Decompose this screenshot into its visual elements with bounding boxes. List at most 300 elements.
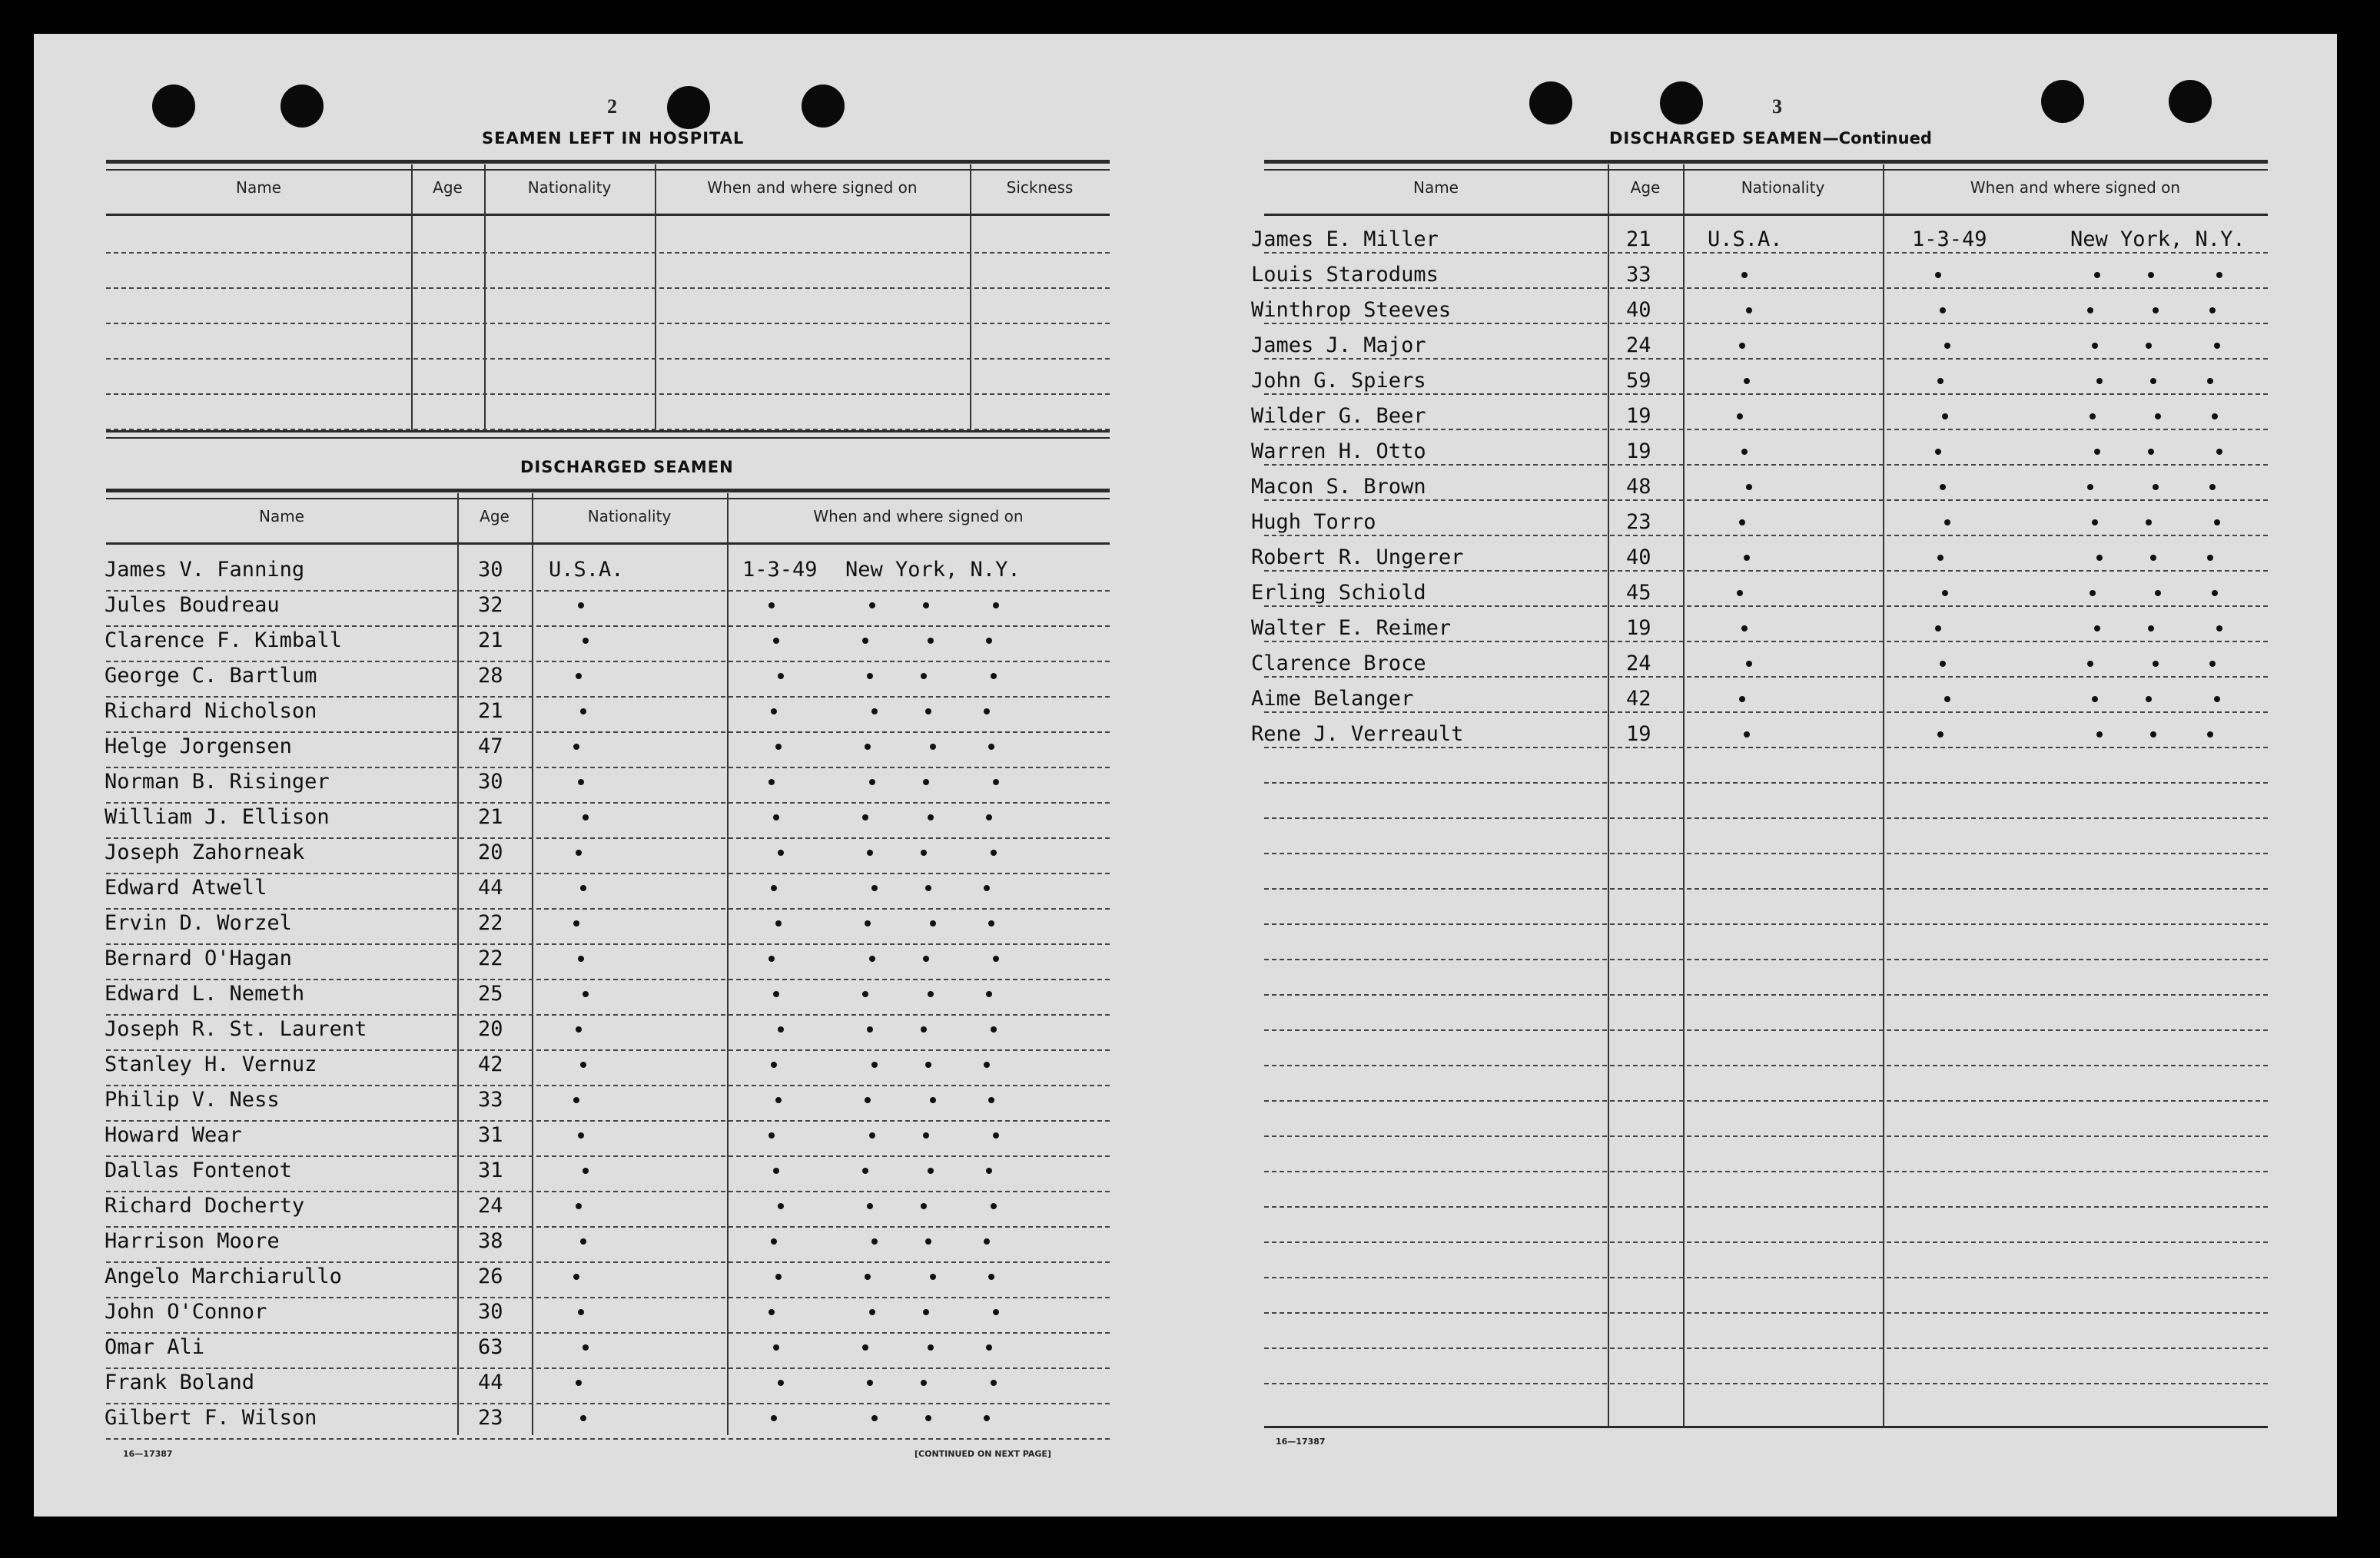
ditto-mark	[1937, 731, 1944, 738]
row-line	[1264, 1277, 2268, 1278]
ditto-mark	[991, 1380, 997, 1386]
ditto-mark	[988, 1097, 994, 1103]
ditto-mark	[771, 885, 777, 891]
ditto-mark	[930, 744, 936, 750]
ditto-mark	[928, 638, 934, 644]
signed-on-date: 1-3-49	[1912, 227, 1987, 251]
seaman-age: 59	[1626, 369, 1651, 393]
ditto-mark	[986, 1168, 992, 1174]
seaman-age: 24	[478, 1194, 503, 1218]
nationality-value: U.S.A.	[1708, 227, 1783, 251]
row-line	[106, 837, 1110, 839]
ditto-mark	[578, 1309, 584, 1315]
ditto-mark	[986, 1344, 992, 1351]
ditto-mark	[578, 956, 584, 962]
punch-hole	[802, 85, 845, 128]
ditto-mark	[993, 1309, 999, 1315]
ditto-mark	[862, 1168, 868, 1174]
row-line	[106, 252, 1110, 254]
ditto-mark	[984, 885, 990, 891]
form-number-right: 16—17387	[1276, 1437, 1326, 1447]
row-line	[1264, 605, 2268, 607]
row-line	[106, 1120, 1110, 1122]
ditto-mark	[2207, 555, 2213, 561]
seaman-age: 19	[1626, 404, 1651, 428]
row-line	[1264, 817, 2268, 819]
row-line	[1264, 1348, 2268, 1349]
hospital-top-rule	[106, 160, 1110, 164]
row-line	[1264, 888, 2268, 890]
seaman-name: Macon S. Brown	[1251, 475, 1426, 499]
ditto-mark	[991, 673, 997, 679]
ditto-mark	[578, 779, 584, 785]
row-line	[1264, 252, 2268, 254]
ditto-mark	[2148, 272, 2154, 278]
row-line	[106, 731, 1110, 733]
seaman-age: 30	[478, 770, 503, 794]
row-line	[106, 1014, 1110, 1016]
seaman-age: 19	[1626, 439, 1651, 463]
ditto-mark	[778, 1026, 784, 1033]
ditto-mark	[2092, 696, 2098, 702]
table-header-cell: Age	[480, 507, 510, 525]
seaman-name: Clarence Broce	[1251, 651, 1426, 675]
ditto-mark	[988, 920, 994, 927]
ditto-mark	[2092, 519, 2098, 525]
ditto-mark	[1937, 555, 1944, 561]
ditto-mark	[580, 1062, 586, 1068]
seaman-age: 33	[1626, 263, 1651, 287]
row-line	[106, 1367, 1110, 1369]
seaman-age: 48	[1626, 475, 1651, 499]
ditto-mark	[862, 1344, 868, 1351]
punch-hole	[2041, 80, 2084, 123]
ditto-mark	[871, 885, 878, 891]
seaman-name: John O'Connor	[105, 1300, 267, 1324]
ditto-mark	[930, 1097, 936, 1103]
seaman-name: James E. Miller	[1251, 227, 1439, 251]
ditto-mark	[2209, 307, 2216, 313]
column-divider	[1883, 164, 1884, 1426]
table-header-cell: Name	[258, 507, 304, 525]
ditto-mark	[578, 1132, 584, 1139]
ditto-mark	[778, 850, 784, 856]
ditto-mark	[925, 1062, 931, 1068]
ditto-mark	[771, 1238, 777, 1245]
ditto-mark	[580, 885, 586, 891]
seaman-name: Gilbert F. Wilson	[105, 1406, 317, 1430]
seaman-age: 24	[1626, 333, 1651, 357]
column-divider	[532, 493, 533, 1435]
seaman-name: Clarence F. Kimball	[105, 628, 342, 652]
ditto-mark	[871, 1238, 878, 1245]
ditto-mark	[580, 1238, 586, 1245]
ditto-mark	[1944, 696, 1950, 702]
ditto-mark	[923, 1309, 929, 1315]
ditto-mark	[869, 1132, 875, 1139]
ditto-mark	[775, 1097, 782, 1103]
row-line	[106, 1261, 1110, 1263]
seaman-name: Helge Jorgensen	[105, 734, 292, 758]
seaman-age: 33	[478, 1088, 503, 1112]
row-line	[106, 767, 1110, 768]
ditto-mark	[771, 1415, 777, 1421]
row-line	[1264, 1241, 2268, 1243]
ditto-mark	[2207, 378, 2213, 384]
ditto-mark	[2096, 731, 2103, 738]
seaman-age: 40	[1626, 545, 1651, 569]
row-line	[106, 943, 1110, 945]
hospital-header-cell: Nationality	[527, 178, 612, 197]
seaman-age: 21	[478, 628, 503, 652]
row-line	[1264, 358, 2268, 360]
row-line	[106, 1049, 1110, 1051]
ditto-mark	[865, 744, 871, 750]
seaman-age: 24	[1626, 651, 1651, 675]
hospital-bottom-rule	[106, 430, 1110, 433]
ditto-mark	[1940, 661, 1946, 667]
seaman-name: Winthrop Steeves	[1251, 298, 1452, 322]
row-line	[106, 323, 1110, 324]
row-line	[1264, 676, 2268, 678]
ditto-mark	[768, 956, 775, 962]
row-line	[1264, 464, 2268, 466]
ditto-mark	[1746, 484, 1752, 490]
seaman-name: George C. Bartlum	[105, 664, 317, 688]
ditto-mark	[925, 1415, 931, 1421]
ditto-mark	[2150, 378, 2156, 384]
ditto-mark	[988, 744, 994, 750]
seaman-name: Erling Schiold	[1251, 581, 1426, 605]
ditto-mark	[869, 602, 875, 608]
seaman-name: William J. Ellison	[105, 805, 330, 829]
ditto-mark	[578, 602, 584, 608]
row-line	[106, 1226, 1110, 1228]
ditto-mark	[930, 920, 936, 927]
hospital-header-rule	[106, 214, 1110, 216]
ditto-mark	[580, 1415, 586, 1421]
discharged-continued-title-main: DISCHARGED SEAMEN	[1609, 129, 1823, 148]
ditto-mark	[993, 956, 999, 962]
table-header-cell: When and where signed on	[813, 507, 1024, 525]
ditto-mark	[988, 1274, 994, 1280]
ditto-mark	[865, 1274, 871, 1280]
ditto-mark	[1937, 378, 1944, 384]
ditto-mark	[2150, 555, 2156, 561]
ditto-mark	[2087, 307, 2093, 313]
row-line	[106, 908, 1110, 910]
ditto-mark	[773, 638, 779, 644]
row-line	[1264, 853, 2268, 854]
ditto-mark	[1746, 307, 1752, 313]
ditto-mark	[867, 673, 873, 679]
ditto-mark	[576, 1026, 582, 1033]
seaman-name: Omar Ali	[105, 1335, 205, 1359]
ditto-mark	[583, 991, 589, 997]
ditto-mark	[925, 885, 931, 891]
ditto-mark	[923, 1132, 929, 1139]
row-line	[106, 625, 1110, 627]
ditto-mark	[1942, 590, 1948, 596]
ditto-mark	[2146, 519, 2152, 525]
ditto-mark	[925, 1238, 931, 1245]
ditto-mark	[928, 1168, 934, 1174]
ditto-mark	[991, 1026, 997, 1033]
seaman-name: Stanley H. Vernuz	[105, 1052, 317, 1076]
seaman-name: Richard Nicholson	[105, 699, 317, 723]
ditto-mark	[1935, 272, 1941, 278]
ditto-mark	[576, 1380, 582, 1386]
ditto-mark	[1739, 519, 1745, 525]
ditto-mark	[921, 1026, 927, 1033]
table-header-cell: When and where signed on	[1970, 178, 2181, 197]
row-line	[106, 1085, 1110, 1086]
ditto-mark	[862, 814, 868, 820]
seaman-age: 30	[478, 558, 503, 582]
row-line	[1264, 747, 2268, 748]
ditto-mark	[1746, 661, 1752, 667]
ditto-mark	[871, 1415, 878, 1421]
ditto-mark	[928, 991, 934, 997]
column-divider	[411, 164, 413, 430]
seaman-age: 63	[478, 1335, 503, 1359]
ditto-mark	[583, 814, 589, 820]
discharged-header-rule	[106, 542, 1110, 545]
ditto-mark	[2153, 661, 2159, 667]
ditto-mark	[867, 1380, 873, 1386]
punch-hole	[667, 86, 710, 129]
seaman-name: James J. Major	[1251, 333, 1426, 357]
ditto-mark	[869, 956, 875, 962]
ditto-mark	[928, 814, 934, 820]
punch-hole	[280, 85, 324, 128]
ditto-mark	[573, 1097, 579, 1103]
signed-on-place: New York, N.Y.	[845, 558, 1021, 582]
row-line	[1264, 1312, 2268, 1314]
hospital-header-cell: Name	[235, 178, 281, 197]
row-line	[1264, 1135, 2268, 1137]
ditto-mark	[583, 1344, 589, 1351]
row-line	[106, 696, 1110, 698]
column-divider	[484, 164, 486, 430]
ditto-mark	[1739, 696, 1745, 702]
ditto-mark	[573, 920, 579, 927]
ditto-mark	[1744, 378, 1750, 384]
hospital-header-cell: Age	[433, 178, 463, 197]
ditto-mark	[862, 991, 868, 997]
seaman-age: 32	[478, 593, 503, 617]
ditto-mark	[768, 1132, 775, 1139]
ditto-mark	[583, 1168, 589, 1174]
seaman-name: Richard Docherty	[105, 1194, 305, 1218]
seaman-name: Rene J. Verreault	[1251, 722, 1464, 746]
row-line	[106, 1438, 1110, 1440]
seaman-name: Ervin D. Worzel	[105, 911, 292, 935]
seaman-age: 30	[478, 1300, 503, 1324]
ditto-mark	[2090, 590, 2096, 596]
ditto-mark	[768, 1309, 775, 1315]
seaman-age: 21	[478, 699, 503, 723]
seaman-age: 20	[478, 840, 503, 864]
ditto-mark	[2146, 343, 2152, 349]
seaman-name: Wilder G. Beer	[1251, 404, 1426, 428]
punch-hole	[2169, 80, 2212, 123]
discharged-continued-title-suffix: —Continued	[1822, 129, 1932, 148]
row-line	[1264, 323, 2268, 324]
row-line	[1264, 1171, 2268, 1172]
ditto-mark	[583, 638, 589, 644]
row-line	[106, 1155, 1110, 1157]
ditto-mark	[768, 779, 775, 785]
ditto-mark	[869, 779, 875, 785]
ditto-mark	[573, 1274, 579, 1280]
row-line	[1264, 1100, 2268, 1102]
ditto-mark	[2094, 449, 2100, 455]
ditto-mark	[2216, 625, 2222, 631]
ditto-mark	[867, 1203, 873, 1209]
ditto-mark	[771, 1062, 777, 1068]
ditto-mark	[773, 1168, 779, 1174]
hospital-top-rule-thin	[106, 169, 1110, 171]
ditto-mark	[2087, 661, 2093, 667]
ditto-mark	[1737, 590, 1743, 596]
ditto-mark	[1744, 731, 1750, 738]
page-number-left: 2	[607, 95, 617, 118]
ditto-mark	[775, 920, 782, 927]
ditto-mark	[2214, 343, 2220, 349]
ditto-mark	[576, 1203, 582, 1209]
right-bottom-rule	[1264, 1426, 2268, 1428]
ditto-mark	[2146, 696, 2152, 702]
seaman-name: Philip V. Ness	[105, 1088, 280, 1112]
ditto-mark	[1942, 413, 1948, 419]
seaman-name: Norman B. Risinger	[105, 770, 330, 794]
seaman-name: Joseph Zahorneak	[105, 840, 305, 864]
ditto-mark	[778, 673, 784, 679]
ditto-mark	[991, 850, 997, 856]
ditto-mark	[871, 1062, 878, 1068]
signed-on-date: 1-3-49	[742, 558, 818, 582]
ditto-mark	[984, 1415, 990, 1421]
seaman-age: 23	[1626, 510, 1651, 534]
table-header-cell: Age	[1630, 178, 1661, 197]
seaman-name: James V. Fanning	[105, 558, 305, 582]
seaman-name: Howard Wear	[105, 1123, 242, 1147]
ditto-mark	[2094, 272, 2100, 278]
seaman-name: Edward L. Nemeth	[105, 982, 305, 1006]
seaman-name: Jules Boudreau	[105, 593, 280, 617]
row-line	[1264, 782, 2268, 784]
ditto-mark	[778, 1203, 784, 1209]
seaman-age: 31	[478, 1159, 503, 1182]
ditto-mark	[2216, 272, 2222, 278]
ditto-mark	[1940, 484, 1946, 490]
ditto-mark	[580, 708, 586, 714]
ditto-mark	[1940, 307, 1946, 313]
seaman-age: 19	[1626, 722, 1651, 746]
right-header-rule	[1264, 214, 2268, 216]
ditto-mark	[778, 1380, 784, 1386]
ditto-mark	[1935, 625, 1941, 631]
document-paper	[34, 34, 2337, 1517]
signed-on-place: New York, N.Y.	[2070, 227, 2246, 251]
seaman-name: John G. Spiers	[1251, 369, 1426, 393]
column-divider	[970, 164, 971, 430]
discharged-top-rule	[106, 489, 1110, 492]
row-line	[1264, 535, 2268, 536]
seaman-age: 42	[478, 1052, 503, 1076]
ditto-mark	[923, 602, 929, 608]
ditto-mark	[984, 1238, 990, 1245]
ditto-mark	[865, 920, 871, 927]
ditto-mark	[993, 1132, 999, 1139]
ditto-mark	[2214, 519, 2220, 525]
table-header-cell: Nationality	[587, 507, 672, 525]
table-header-cell: Name	[1412, 178, 1459, 197]
row-line	[1264, 923, 2268, 925]
punch-hole	[152, 85, 195, 128]
seaman-age: 25	[478, 982, 503, 1006]
seaman-name: Robert R. Ungerer	[1251, 545, 1464, 569]
discharged-top-rule-thin	[106, 498, 1110, 499]
hospital-bottom-rule-thin	[106, 437, 1110, 439]
ditto-mark	[2212, 413, 2218, 419]
ditto-mark	[2148, 449, 2154, 455]
table-header-cell: Nationality	[1741, 178, 1825, 197]
ditto-mark	[1741, 272, 1748, 278]
seaman-age: 20	[478, 1017, 503, 1041]
ditto-mark	[2094, 625, 2100, 631]
ditto-mark	[775, 1274, 782, 1280]
ditto-mark	[928, 1344, 934, 1351]
row-line	[1264, 1029, 2268, 1031]
row-line	[106, 393, 1110, 395]
right-top-rule-thin	[1264, 169, 2268, 171]
punch-hole	[1529, 81, 1572, 124]
ditto-mark	[925, 708, 931, 714]
seaman-age: 44	[478, 876, 503, 900]
ditto-mark	[986, 814, 992, 820]
ditto-mark	[1741, 625, 1748, 631]
ditto-mark	[986, 991, 992, 997]
ditto-mark	[984, 708, 990, 714]
seaman-age: 40	[1626, 298, 1651, 322]
column-divider	[655, 164, 656, 430]
ditto-mark	[2155, 413, 2161, 419]
seaman-age: 22	[478, 911, 503, 935]
ditto-mark	[923, 956, 929, 962]
ditto-mark	[2096, 378, 2103, 384]
column-divider	[727, 493, 729, 1435]
ditto-mark	[1944, 343, 1950, 349]
ditto-mark	[576, 850, 582, 856]
ditto-mark	[1744, 555, 1750, 561]
seaman-age: 21	[478, 805, 503, 829]
hospital-header-cell: When and where signed on	[707, 178, 918, 197]
ditto-mark	[1944, 519, 1950, 525]
nationality-value: U.S.A.	[549, 558, 624, 582]
page-number-right: 3	[1772, 95, 1782, 118]
seaman-age: 19	[1626, 616, 1651, 640]
seaman-name: Hugh Torro	[1251, 510, 1376, 534]
seaman-age: 26	[478, 1265, 503, 1288]
ditto-mark	[930, 1274, 936, 1280]
ditto-mark	[993, 779, 999, 785]
row-line	[106, 287, 1110, 289]
ditto-mark	[573, 744, 579, 750]
seaman-age: 31	[478, 1123, 503, 1147]
seaman-age: 45	[1626, 581, 1651, 605]
